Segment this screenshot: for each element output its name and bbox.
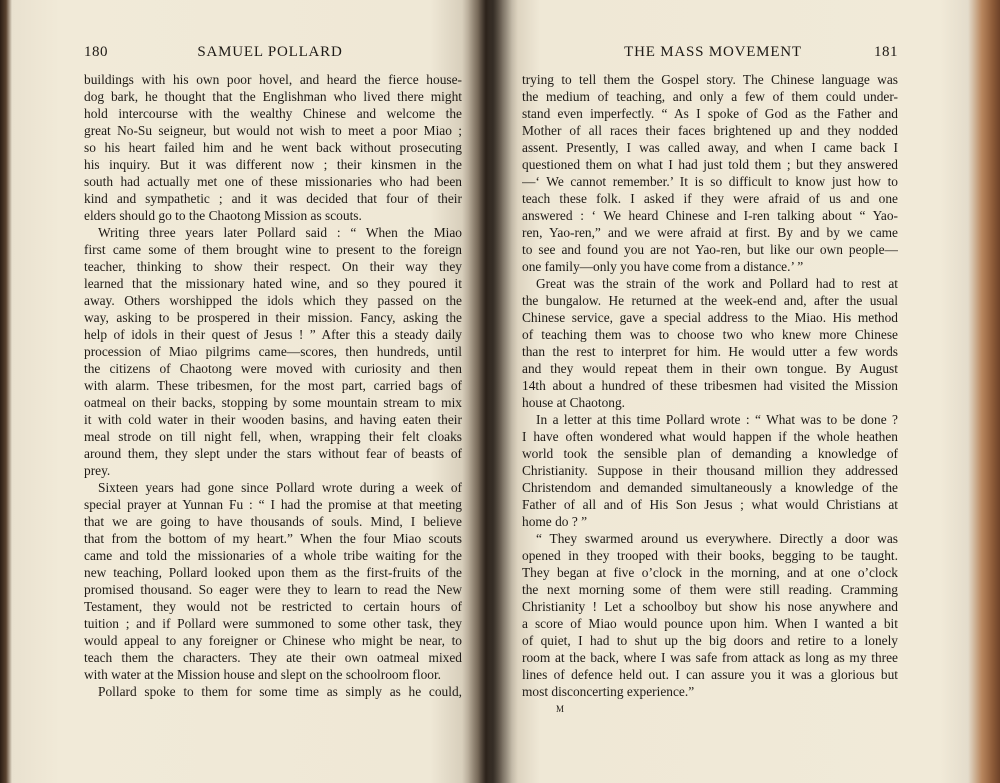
text-line: Chinese service, gave a special address to the Miao. His method — [522, 310, 898, 325]
text-line: of teaching them was to choose two who knew more Chinese — [522, 327, 898, 342]
left-page — [84, 44, 462, 700]
text-line: I have often wondered what would happen if the whole heathen — [522, 429, 898, 444]
text-line: around them, they slept under the stars without fear of beasts of — [84, 446, 462, 461]
text-line: his inquiry. But it was different now ; their kinsmen in the — [84, 157, 462, 172]
text-line: house at Chaotong. — [522, 395, 626, 410]
text-line: tuition ; and if Pollard were summoned to some other task, they — [84, 616, 462, 631]
right-head-spacer — [522, 44, 552, 61]
text-line: away. Others worshipped the idols which they passed on the — [84, 293, 462, 308]
text-line: dog bark, he thought that the Englishman who lived there might — [84, 89, 462, 104]
text-line: opened in they trooped with their books, begging to be taught. — [522, 548, 898, 563]
text-line: room at the back, where I was safe from attack as long as my three — [522, 650, 898, 665]
text-line: of quiet, I had to shut up the big doors and retire to a lonely — [522, 633, 898, 648]
text-line: the citizens of Chaotong were moved with curiosity and then — [84, 361, 462, 376]
text-line: that we are going to have thousands of souls. Mind, I believe — [84, 514, 462, 529]
text-line: stand even imperfectly. “ As I spoke of God as the Father and — [522, 106, 898, 121]
left-page-number: 180 — [84, 44, 108, 60]
text-line: came and told the missionaries of a whole tribe waiting for the — [84, 548, 462, 563]
text-line: with water at the Mission house and slept on the schoolroom floor. — [84, 667, 442, 682]
text-line: teacher, thinking to show their respect. On their way they — [84, 259, 462, 274]
right-running-title: THE MASS MOVEMENT — [624, 44, 802, 60]
text-line: and they would repeat them in their own tongue. By August — [522, 361, 898, 376]
text-line: first came some of them brought wine to present to the foreign — [84, 242, 462, 257]
text-line: They began at five o’clock in the morning, and at one o’clock — [522, 565, 898, 580]
text-line: Writing three years later Pollard said : “ When the Miao — [98, 225, 462, 240]
text-line: Great was the strain of the work and Pollard had to rest at — [536, 276, 898, 291]
text-line: Mother of all races their faces brightened up and they nodded — [522, 123, 898, 138]
text-line: way, asking to be prospered in their mission. Fancy, asking the — [84, 310, 462, 325]
text-line: In a letter at this time Pollard wrote : “ What was to be done ? — [536, 412, 898, 427]
left-head-spacer — [432, 44, 462, 61]
left-running-title: SAMUEL POLLARD — [197, 44, 343, 60]
right-page — [522, 44, 898, 714]
text-line: elders should go to the Chaotong Mission as scouts. — [84, 208, 362, 223]
text-line: the bungalow. He returned at the week-end and, after the usual — [522, 293, 898, 308]
text-line: that from the bottom of my heart.” When the four Miao scouts — [84, 531, 462, 546]
text-line: lines of defence held out. I can assure you it was a glorious but — [522, 667, 898, 682]
text-line: Christianity. Suppose in their thousand million they addressed — [522, 463, 898, 478]
text-line: with alarm. These tribesmen, for the most part, carried bags of — [84, 378, 462, 393]
text-line: questioned them on what I had just told them ; but they answered — [522, 157, 898, 172]
left-running-head — [84, 44, 462, 61]
text-line: most disconcerting experience.” — [522, 684, 695, 699]
text-line: help of idols in their quest of Jesus ! ” After this a steady daily — [84, 327, 462, 342]
text-line: Testament, they would not be restricted to certain hours of — [84, 599, 462, 614]
text-line: Sixteen years had gone since Pollard wrote during a week of — [98, 480, 462, 495]
text-line: than the rest to interpret for him. He would utter a few words — [522, 344, 898, 359]
text-line: answered : ‘ We heard Chinese and I-ren talking about “ Yao- — [522, 208, 898, 223]
text-line: teach them the characters. They ate their own oatmeal mixed — [84, 650, 462, 665]
text-line: ren, Yao-ren,” and we were afraid at first. By and by we came — [522, 225, 898, 240]
text-line: Pollard spoke to them for some time as simply as he could, — [98, 684, 462, 699]
right-page-number: 181 — [874, 44, 898, 60]
right-page-body — [522, 71, 898, 700]
text-line: assent. Presently, I was called away, and when I came back I — [522, 140, 898, 155]
text-line: Father of all and of His Son Jesus ; what would Christians at — [522, 497, 898, 512]
text-line: buildings with his own poor hovel, and heard the fierce house- — [84, 72, 462, 87]
text-line: world took the sensible plan of demanding a knowledge of — [522, 446, 898, 461]
left-page-body — [84, 71, 462, 700]
right-running-head — [522, 44, 898, 61]
text-line: a score of Miao would pounce upon him. When I wanted a bit — [522, 616, 898, 631]
text-line: so his heart failed him and he went back without prosecuting — [84, 140, 462, 155]
text-line: to see and found you are not Yao-ren, but like our own people— — [522, 242, 898, 257]
text-line: teach these folk. I asked if they were afraid of us and one — [522, 191, 898, 206]
signature-mark: M — [556, 704, 566, 714]
text-line: Christendom and demanded simultaneously a knowledge of the — [522, 480, 898, 495]
text-line: special prayer at Yunnan Fu : “ I had the promise at that meeting — [84, 497, 462, 512]
text-line: prey. — [84, 463, 111, 478]
text-line: it with cold water in their wooden basins, and having eaten their — [84, 412, 462, 427]
text-line: 14th about a hundred of these tribesmen had visited the Mission — [522, 378, 898, 393]
text-line: meal strode on till night fell, when, wrapping their felt cloaks — [84, 429, 462, 444]
book-gutter — [468, 0, 518, 783]
text-line: “ They swarmed around us everywhere. Directly a door was — [536, 531, 898, 546]
text-line: oatmeal on their backs, stopping by some mountain stream to mix — [84, 395, 462, 410]
text-line: —‘ We cannot remember.’ It is so difficult to know just how to — [522, 174, 898, 189]
text-line: south had actually met one of these missionaries who had been — [84, 174, 462, 189]
text-line: the medium of teaching, and only a few of them could under- — [522, 89, 898, 104]
text-line: home do ? ” — [522, 514, 588, 529]
text-line: learned that the missionary hated wine, and so they poured it — [84, 276, 462, 291]
text-line: one family—only you have come from a distance.’ ” — [522, 259, 804, 274]
text-line: hold intercourse with the wealthy Chinese and welcome the — [84, 106, 462, 121]
text-line: new teaching, Pollard looked upon them as the first-fruits of the — [84, 565, 462, 580]
text-line: procession of Miao pilgrims came—scores, then hundreds, until — [84, 344, 462, 359]
text-line: great No-Su seigneur, but would not wish to meet a poor Miao ; — [84, 123, 462, 138]
text-line: trying to tell them the Gospel story. The Chinese language was — [522, 72, 898, 87]
text-line: the next morning some of them were still reading. Cramming — [522, 582, 898, 597]
text-line: promised thousand. So eager were they to learn to read the New — [84, 582, 462, 597]
text-line: would appeal to any foreigner or Chinese who might be near, to — [84, 633, 462, 648]
text-line: Christianity ! Let a schoolboy but show his nose anywhere and — [522, 599, 898, 614]
text-line: kind and sympathetic ; and it was decided that four of their — [84, 191, 462, 206]
